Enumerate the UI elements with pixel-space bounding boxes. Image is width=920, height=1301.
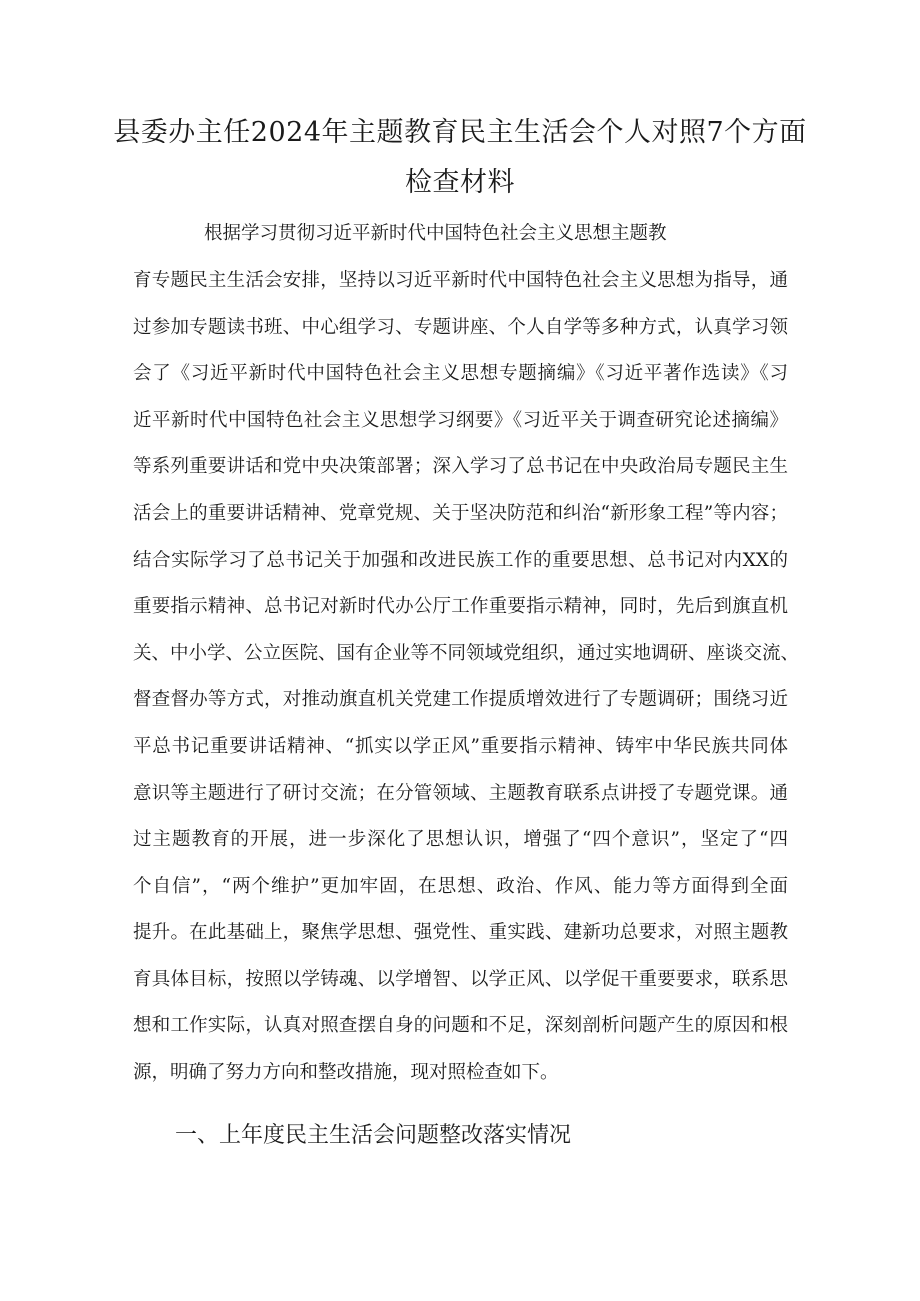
paragraph-line: 育具体目标，按照以学铸魂、以学增智、以学正风、以学促干重要要求，联系思: [133, 969, 788, 990]
document-title-line-2: 检查材料: [405, 167, 515, 198]
paragraph-line: 个自信”，“两个维护”更加牢固，在思想、政治、作风、能力等方面得到全面: [133, 876, 788, 897]
paragraph-line: 过主题教育的开展，进一步深化了思想认识，增强了“四个意识”，坚定了“四: [133, 829, 788, 850]
paragraph-line: 提升。在此基础上，聚焦学思想、强党性、重实践、建新功总要求，对照主题教: [133, 922, 788, 943]
paragraph-line: 想和工作实际，认真对照查摆自身的问题和不足，深刻剖析问题产生的原因和根: [133, 1015, 788, 1036]
paragraph-line: 平总书记重要讲话精神、“抓实以学正风”重要指示精神、铸牢中华民族共同体: [133, 736, 788, 757]
paragraph-line: 源，明确了努力方向和整改措施，现对照检查如下。: [133, 1062, 559, 1083]
document-title-line-1: 县委办主任2024年主题教育民主生活会个人对照7个方面: [113, 117, 807, 148]
paragraph-line: 根据学习贯彻习近平新时代中国特色社会主义思想主题教: [204, 223, 667, 244]
paragraph-line: 活会上的重要讲话精神、党章党规、关于坚决防范和纠治“新形象工程”等内容；: [133, 503, 788, 524]
paragraph-line: 重要指示精神、总书记对新时代办公厅工作重要指示精神，同时，先后到旗直机: [133, 596, 788, 617]
paragraph-line: 关、中小学、公立医院、国有企业等不同领域党组织，通过实地调研、座谈交流、: [133, 643, 800, 664]
section-heading: 一、上年度民主生活会问题整改落实情况: [175, 1123, 572, 1148]
paragraph-line: 育专题民主生活会安排，坚持以习近平新时代中国特色社会主义思想为指导，通: [133, 270, 788, 291]
paragraph-line: 结合实际学习了总书记关于加强和改进民族工作的重要思想、总书记对内XX的: [133, 550, 788, 571]
paragraph-line: 督查督办等方式，对推动旗直机关党建工作提质增效进行了专题调研；围绕习近: [133, 689, 788, 710]
paragraph-line: 等系列重要讲话和党中央决策部署；深入学习了总书记在中央政治局专题民主生: [133, 456, 788, 477]
paragraph-line: 意识等主题进行了研讨交流；在分管领域、主题教育联系点讲授了专题党课。通: [133, 783, 788, 804]
paragraph-line: 会了《习近平新时代中国特色社会主义思想专题摘编》《习近平著作选读》《习: [133, 363, 788, 384]
paragraph-line: 过参加专题读书班、中心组学习、专题讲座、个人自学等多种方式，认真学习领: [133, 317, 788, 338]
paragraph-line: 近平新时代中国特色社会主义思想学习纲要》《习近平关于调查研究论述摘编》: [133, 410, 788, 431]
